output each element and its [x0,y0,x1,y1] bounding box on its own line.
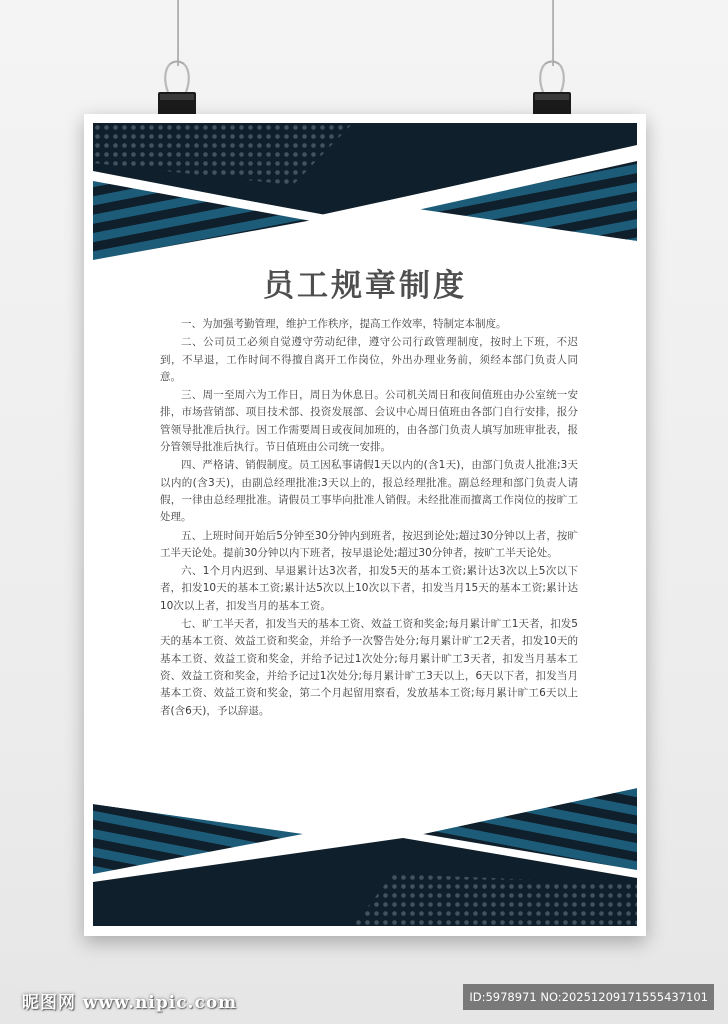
bottom-decoration [93,774,637,926]
rule-paragraph: 六、1个月内迟到、早退累计达3次者，扣发5天的基本工资;累计达3次以上5次以下者，扣发10天的基本工资;累计达5次以上10次以下者，扣发当月15天的基本工资;累计达10次以上者，扣发当月的基本工资。 [160,565,578,612]
image-id-watermark: ID:5978971 NO:20251209171555437101 [463,984,714,1010]
hanging-wire-left [177,0,179,66]
binder-clip-icon [156,60,198,118]
rule-paragraph: 四、严格请、销假制度。员工因私事请假1天以内的(含1天)，由部门负责人批准;3天以内的(含3天)，由副总经理批准;3天以上的，报总经理批准。副总经理和部门负责人请假，一律由总经理批准。请假员工事毕向批准人销假。未经批准而擅离工作岗位的按旷工处理。 [160,459,578,524]
binder-clip-icon [531,60,573,118]
rule-paragraph: 二、公司员工必须自觉遵守劳动纪律，遵守公司行政管理制度，按时上下班，不迟到，不早退，工作时间不得擅自离开工作岗位，外出办理业务前，须经本部门负责人同意。 [160,336,578,383]
top-decoration [93,123,637,278]
rules-body [160,316,578,721]
rule-paragraph: 三、周一至周六为工作日，周日为休息日。公司机关周日和夜间值班由办公室统一安排，市场营销部、项目技术部、投资发展部、会议中心周日值班由各部门自行安排，报分管领导批准后执行。因工作需要周日或夜间加班的，由各部门负责人填写加班审批表，报分管领导批准后执行。节日值班由公司统一安排。 [160,389,578,454]
poster-title: 员工规章制度 [263,268,467,304]
site-watermark: 昵图网 www.nipic.com [22,993,238,1013]
rule-paragraph: 七、旷工半天者，扣发当天的基本工资、效益工资和奖金;每月累计旷工1天者，扣发5天的基本工资、效益工资和奖金，并给予一次警告处分;每月累计旷工2天者，扣发10天的基本工资、效益工资和奖金，并给予记过1次处分;每月累计旷工3天者，扣发当月基本工资、效益工资和奖金，并给予记过1次处分;每月累计旷工3天以上，6天以下者，扣发当月基本工资、效益工资和奖金，第二个月起留用察看，发放基本工资;每月累计旷工6天以上者(含6天)，予以辞退。 [160,618,578,717]
hanging-wire-right [552,0,554,66]
poster [84,114,646,936]
rule-paragraph: 一、为加强考勤管理，维护工作秩序，提高工作效率，特制定本制度。 [181,318,507,330]
rule-paragraph: 五、上班时间开始后5分钟至30分钟内到班者，按迟到论处;超过30分钟以上者，按旷工半天论处。提前30分钟以内下班者，按早退论处;超过30分钟者，按旷工半天论处。 [160,529,578,559]
